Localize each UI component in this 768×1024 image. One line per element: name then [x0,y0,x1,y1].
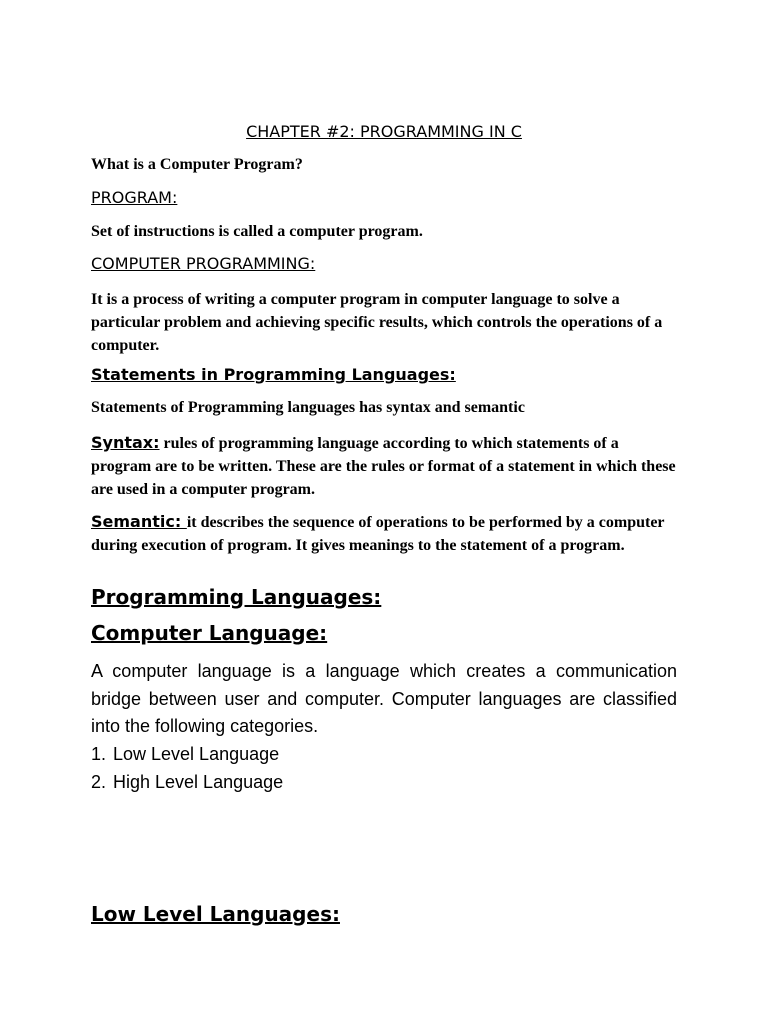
list-item-number: 1. [91,744,107,764]
list-item-label: Low Level Language [113,744,280,764]
syntax-label: Syntax: [91,433,160,452]
syntax-definition: rules of programming language according to which statements of a program are to be written. These are the rules or format of a statement in which these are used in a computer program. [91,435,676,498]
statements-heading: Statements in Programming Languages: [91,365,456,384]
semantic-label: Semantic: [91,512,187,531]
semantic-paragraph [91,510,681,557]
computer-language-heading: Computer Language: [91,621,328,645]
computer-programming-heading: COMPUTER PROGRAMMING: [91,254,316,273]
list-item-label: High Level Language [113,772,284,792]
question-text: What is a Computer Program? [91,156,303,173]
program-definition: Set of instructions is called a computer program. [91,223,423,240]
semantic-definition: it describes the sequence of operations to be performed by a computer during execution of program. It gives meanings to the statement of a program. [91,514,665,554]
low-level-languages-heading: Low Level Languages: [91,902,340,926]
computer-language-definition: A computer language is a language which creates a communication bridge between user and computer. Computer languages are classified into the following categories. [91,661,677,736]
programming-languages-heading: Programming Languages: [91,585,382,609]
program-heading: PROGRAM: [91,188,178,207]
statements-text: Statements of Programming languages has syntax and semantic [91,399,525,416]
language-categories-list [91,740,283,796]
list-item-number: 2. [91,772,107,792]
list-item [91,768,283,796]
chapter-title: CHAPTER #2: PROGRAMMING IN C [246,122,522,141]
syntax-paragraph [91,431,681,501]
computer-programming-definition: It is a process of writing a computer program in computer language to solve a particular problem and achieving specific results, which controls the operations of a computer. [91,291,663,354]
list-item [91,740,283,768]
